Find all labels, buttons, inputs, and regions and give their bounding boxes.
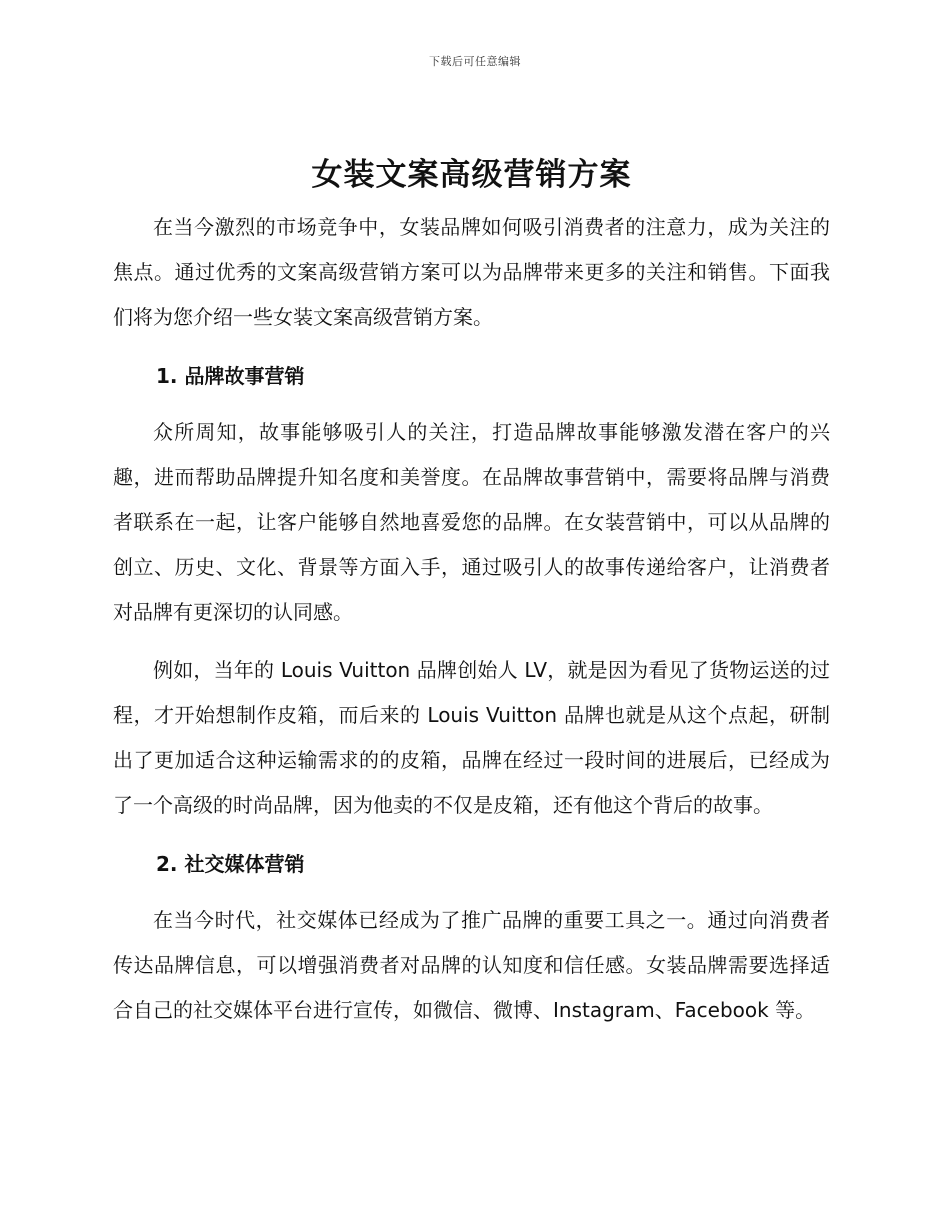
brand-story-paragraph-2: 例如，当年的 Louis Vuitton 品牌创始人 LV，就是因为看见了货物运送的过程，才开始想制作皮箱，而后来的 Louis Vuitton 品牌也就是从这个点起，研制出了更加适合这种运输需求的的皮箱，品牌在经过一段时间的进展后，已经成为了一个高级的时尚品牌，因为他卖的不仅是皮箱，还有他这个背后的故事。 [113, 658, 830, 817]
document-title: 女装文案高级营销方案 [311, 157, 632, 193]
section-heading-brand-story: 1. 品牌故事营销 [156, 364, 305, 388]
document-body [113, 145, 830, 1033]
section-heading-social-media: 2. 社交媒体营销 [156, 852, 305, 876]
brand-story-paragraph-1: 众所周知，故事能够吸引人的关注，打造品牌故事能够激发潜在客户的兴趣，进而帮助品牌提升知名度和美誉度。在品牌故事营销中，需要将品牌与消费者联系在一起，让客户能够自然地喜爱您的品牌。在女装营销中，可以从品牌的创立、历史、文化、背景等方面入手，通过吸引人的故事传递给客户，让消费者对品牌有更深切的认同感。 [113, 420, 830, 624]
social-media-paragraph-1: 在当今时代，社交媒体已经成为了推广品牌的重要工具之一。通过向消费者传达品牌信息，可以增强消费者对品牌的认知度和信任感。女装品牌需要选择适合自己的社交媒体平台进行宣传，如微信、微博、Instagram、Facebook 等。 [113, 908, 830, 1022]
intro-paragraph: 在当今激烈的市场竞争中，女装品牌如何吸引消费者的注意力，成为关注的焦点。通过优秀的文案高级营销方案可以为品牌带来更多的关注和销售。下面我们将为您介绍一些女装文案高级营销方案。 [113, 215, 830, 329]
page-header-note: 下载后可任意编辑 [429, 55, 521, 68]
